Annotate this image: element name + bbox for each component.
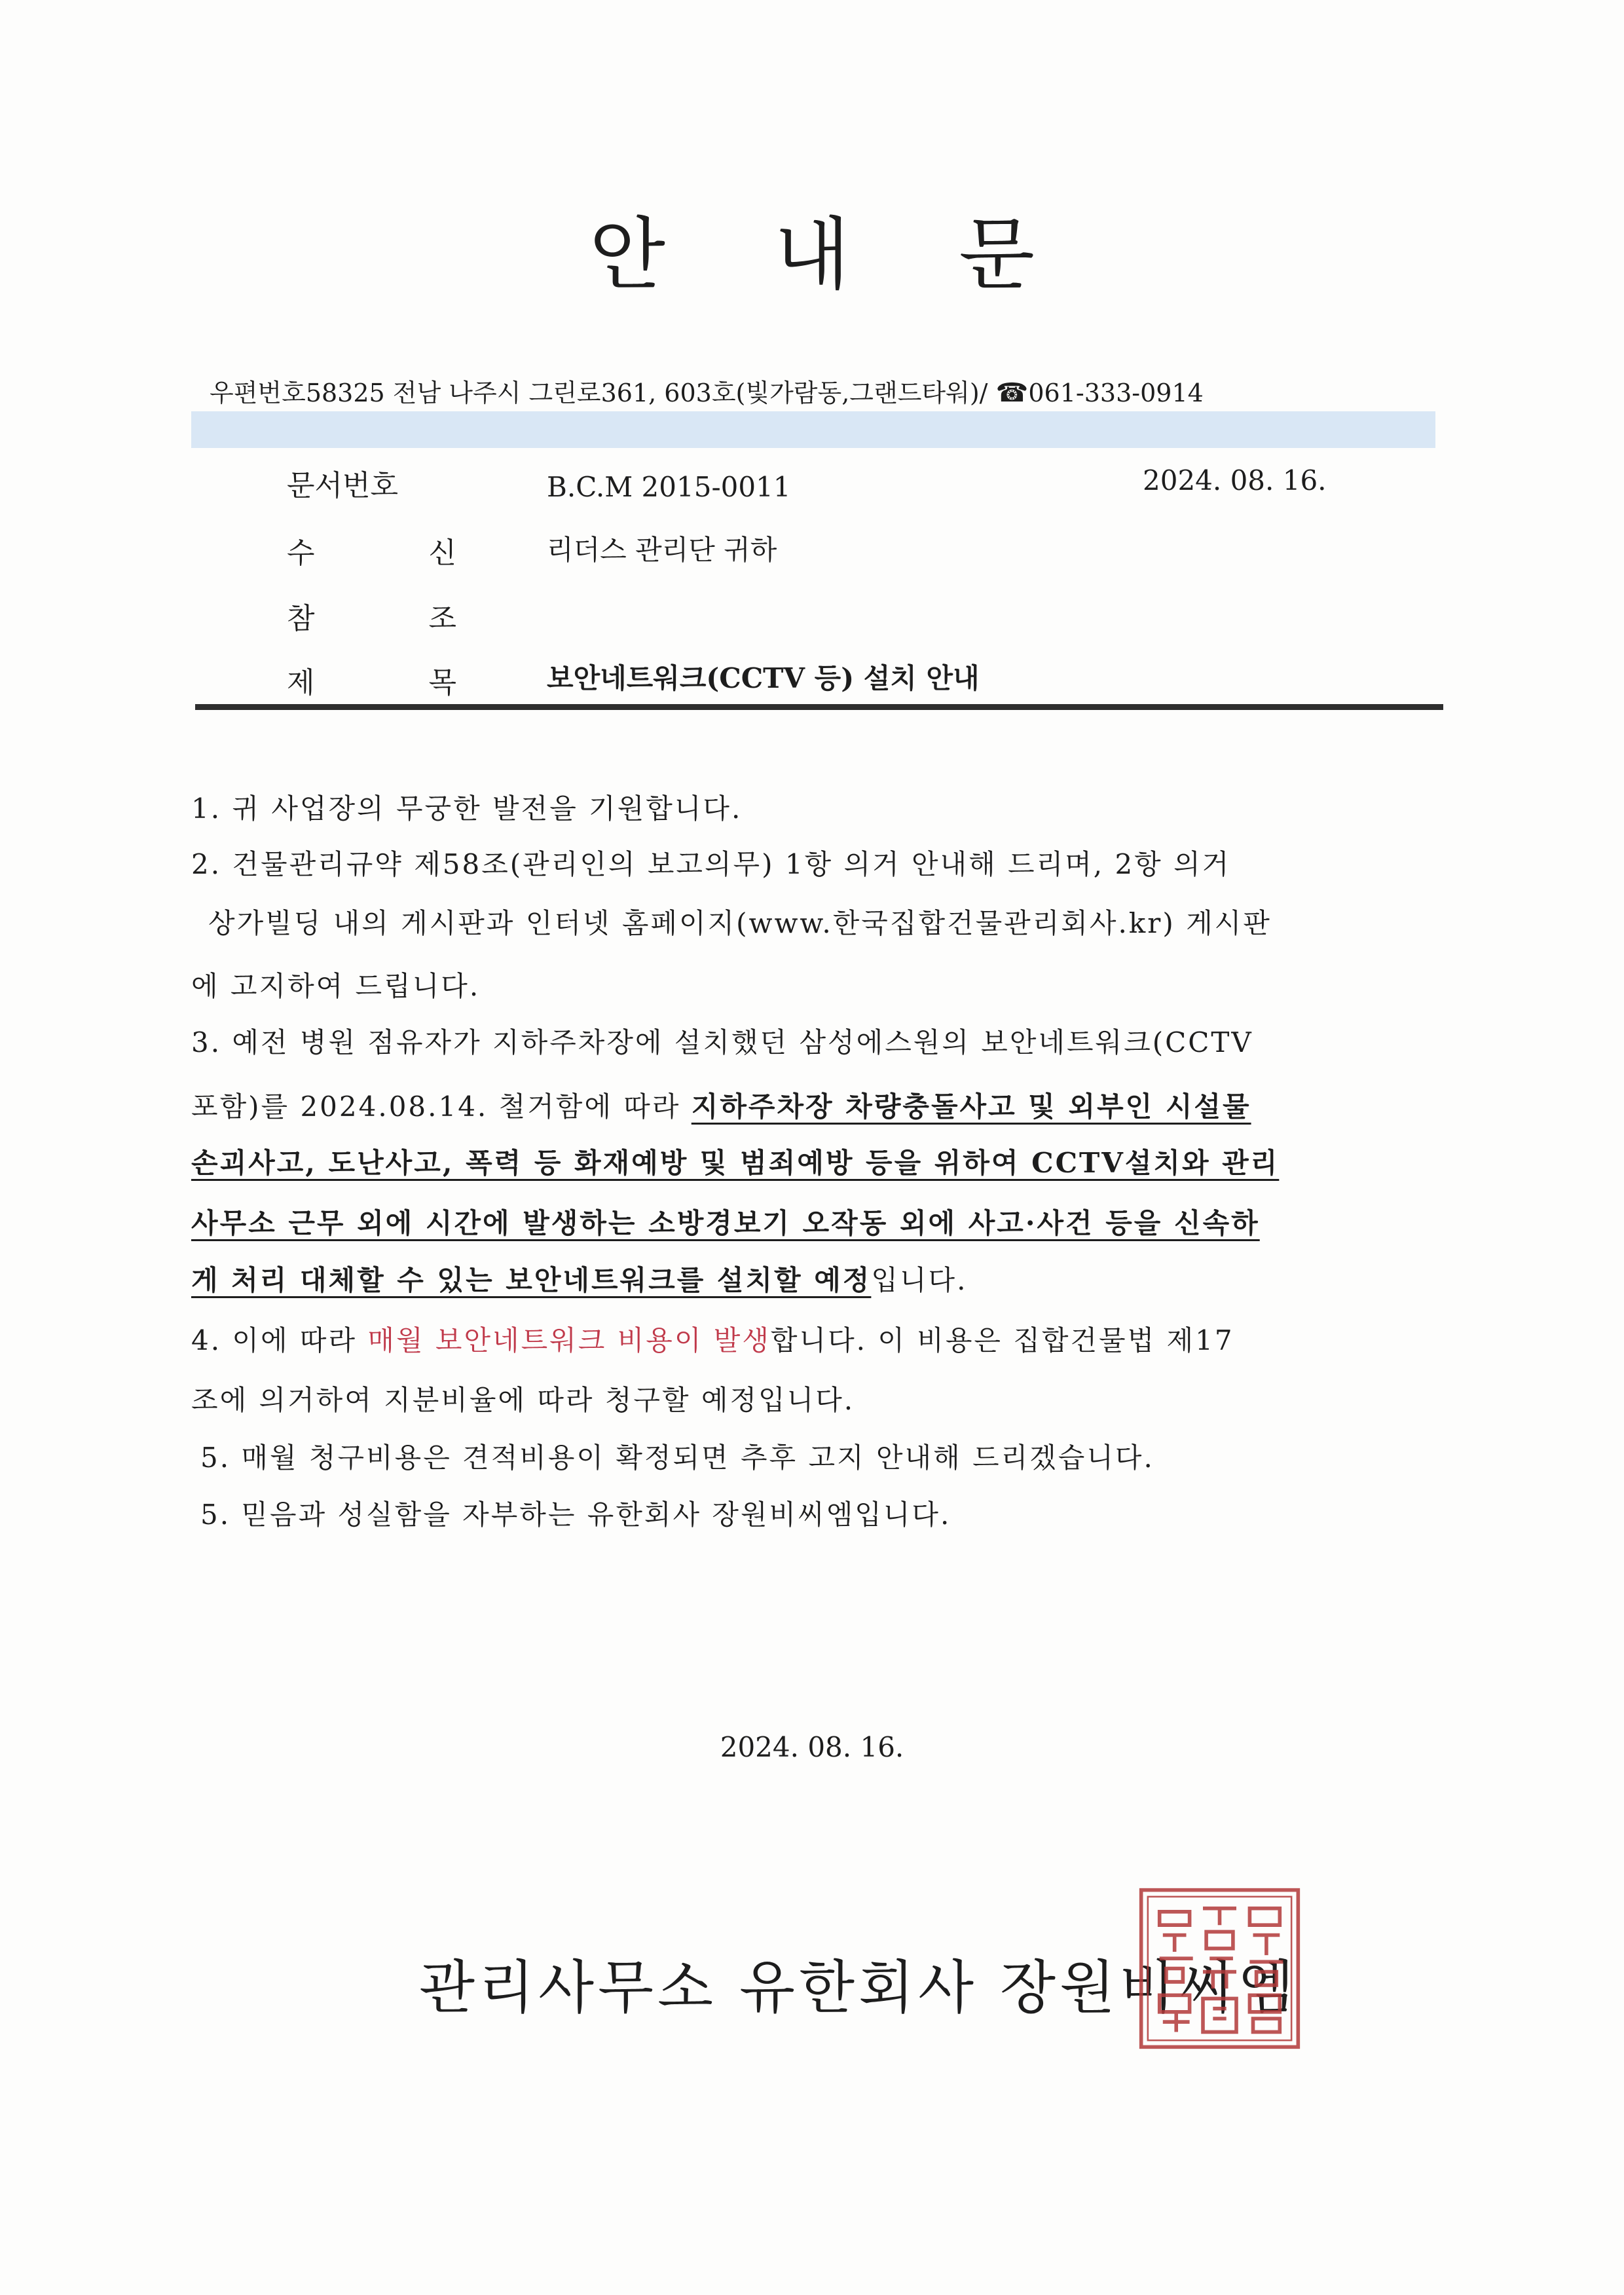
phone-number: 061-333-0914 — [1028, 379, 1204, 407]
body-item-3-text: 포함)를 2024.08.14. 철거함에 따라 — [191, 1091, 692, 1123]
body-item-3-emphasis: 지하주차장 차량충돌사고 및 외부인 시설물 — [691, 1091, 1251, 1123]
sender-address — [210, 373, 1204, 413]
doc-number-label: 문서번호 — [287, 469, 399, 502]
body-item-2-line-1: 2. 건물관리규약 제58조(관리인의 보고의무) 1항 의거 안내해 드리며, 2항 의거 — [191, 848, 1231, 880]
body-item-5: 5. 매월 청구비용은 견적비용이 확정되면 추후 고지 안내해 드리겠습니다. — [200, 1442, 1154, 1474]
recipient-value: 리더스 관리단 귀하 — [547, 534, 777, 566]
body-item-6: 5. 믿음과 성실함을 자부하는 유한회사 장원비씨엠입니다. — [200, 1499, 951, 1531]
recipient-label: 수 신 — [287, 536, 509, 570]
subject-label: 제 목 — [287, 666, 509, 700]
body-item-4-line-2: 조에 의거하여 지분비율에 따라 청구할 예정입니다. — [191, 1384, 855, 1416]
body-item-3-line-4: 사무소 근무 외에 시간에 발생하는 소방경보기 오작동 외에 사고·사건 등을 신속하 — [191, 1207, 1260, 1239]
body-item-3-line-2 — [191, 1087, 1251, 1127]
body-item-3-line-1: 3. 예전 병원 점유자가 지하주차장에 설치했던 삼성에스원의 보안네트워크(CCTV — [191, 1026, 1253, 1058]
header-divider — [195, 704, 1443, 710]
issuer-signature: 관리사무소 유한회사 장원비씨엠 — [419, 1954, 1299, 2021]
body-item-2-line-2: 상가빌딩 내의 게시판과 인터넷 홈페이지(www.한국집합건물관리회사.kr) 게시판 — [208, 907, 1272, 939]
body-item-4-highlight: 매월 보안네트워크 비용이 발생 — [367, 1324, 771, 1356]
footer-date: 2024. 08. 16. — [720, 1731, 904, 1763]
address-text: 우편번호58325 전남 나주시 그린로361, 603호(빛가람동,그랜드타워)/ — [210, 379, 988, 407]
reference-label: 참 조 — [287, 602, 509, 635]
body-item-3-emphasis-end: 게 처리 대체할 수 있는 보안네트워크를 설치할 예정 — [191, 1264, 872, 1296]
body-item-1: 1. 귀 사업장의 무궁한 발전을 기원합니다. — [191, 793, 743, 825]
address-highlight-band — [191, 411, 1435, 448]
company-seal-stamp — [1136, 1885, 1303, 2052]
body-item-4-lead: 4. 이에 따라 — [191, 1324, 368, 1356]
body-item-4-rest: 합니다. 이 비용은 집합건물법 제17 — [770, 1324, 1234, 1356]
body-item-3-tail: 입니다. — [871, 1264, 968, 1296]
subject-value: 보안네트워크(CCTV 등) 설치 안내 — [547, 662, 980, 694]
doc-date: 2024. 08. 16. — [1143, 464, 1327, 496]
body-item-4-line-1 — [191, 1321, 1234, 1360]
body-item-2-line-3: 에 고지하여 드립니다. — [191, 970, 481, 1002]
body-item-3-line-5 — [191, 1261, 967, 1300]
telephone-icon: ☎ — [995, 378, 1029, 408]
doc-number-value: B.C.M 2015-0011 — [547, 471, 791, 503]
document-title: 안 내 문 — [589, 210, 1077, 301]
body-item-3-line-3: 손괴사고, 도난사고, 폭력 등 화재예방 및 범죄예방 등을 위하여 CCTV설치와 관리 — [191, 1147, 1280, 1179]
